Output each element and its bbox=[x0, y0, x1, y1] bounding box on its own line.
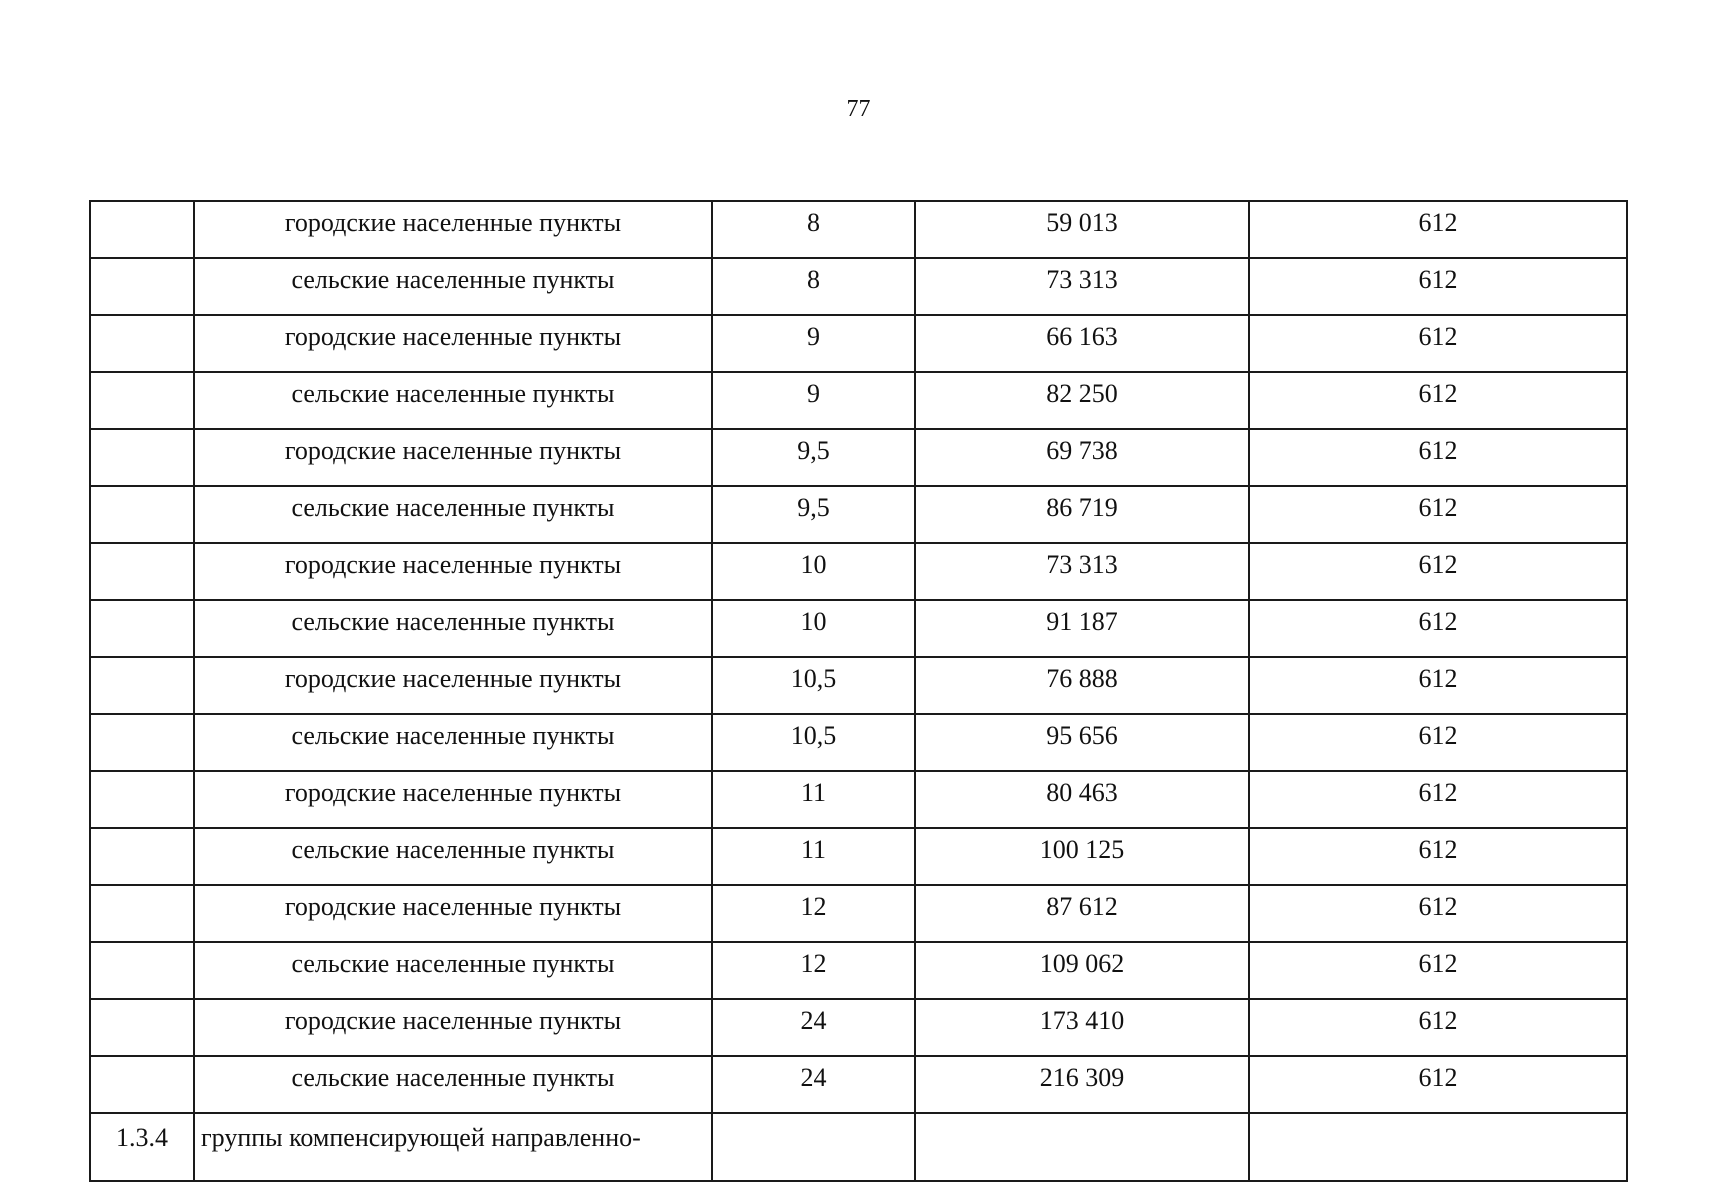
settlement-type-cell: сельские населенные пункты bbox=[194, 1056, 712, 1113]
row-number-cell bbox=[90, 258, 194, 315]
code-cell: 612 bbox=[1249, 600, 1627, 657]
hours-cell: 9,5 bbox=[712, 429, 915, 486]
hours-cell: 11 bbox=[712, 771, 915, 828]
settlement-type-cell: сельские населенные пункты bbox=[194, 600, 712, 657]
rates-table bbox=[89, 200, 1628, 1182]
settlement-type-cell: сельские населенные пункты bbox=[194, 372, 712, 429]
row-number-cell bbox=[90, 999, 194, 1056]
row-number-cell bbox=[90, 543, 194, 600]
amount-cell: 95 656 bbox=[915, 714, 1249, 771]
code-cell: 612 bbox=[1249, 885, 1627, 942]
code-cell: 612 bbox=[1249, 543, 1627, 600]
hours-cell: 12 bbox=[712, 942, 915, 999]
code-cell: 612 bbox=[1249, 714, 1627, 771]
code-cell: 612 bbox=[1249, 315, 1627, 372]
settlement-type-cell: городские населенные пункты bbox=[194, 771, 712, 828]
amount-cell: 109 062 bbox=[915, 942, 1249, 999]
settlement-type-cell: сельские населенные пункты bbox=[194, 714, 712, 771]
settlement-type-cell: городские населенные пункты bbox=[194, 999, 712, 1056]
table-row bbox=[90, 600, 1627, 657]
code-cell: 612 bbox=[1249, 372, 1627, 429]
row-number-cell bbox=[90, 771, 194, 828]
hours-cell: 9 bbox=[712, 315, 915, 372]
code-cell: 612 bbox=[1249, 771, 1627, 828]
table-row bbox=[90, 1113, 1627, 1181]
amount-cell: 69 738 bbox=[915, 429, 1249, 486]
table-row bbox=[90, 999, 1627, 1056]
code-cell: 612 bbox=[1249, 258, 1627, 315]
table-row bbox=[90, 885, 1627, 942]
code-cell: 612 bbox=[1249, 201, 1627, 258]
hours-cell: 12 bbox=[712, 885, 915, 942]
table-row bbox=[90, 429, 1627, 486]
table-row bbox=[90, 201, 1627, 258]
amount-cell: 216 309 bbox=[915, 1056, 1249, 1113]
settlement-type-cell: городские населенные пункты bbox=[194, 201, 712, 258]
amount-cell: 82 250 bbox=[915, 372, 1249, 429]
hours-cell bbox=[712, 1113, 915, 1181]
code-cell: 612 bbox=[1249, 486, 1627, 543]
settlement-type-cell: сельские населенные пункты bbox=[194, 942, 712, 999]
amount-cell: 173 410 bbox=[915, 999, 1249, 1056]
row-number-cell bbox=[90, 486, 194, 543]
row-number-cell bbox=[90, 600, 194, 657]
hours-cell: 10,5 bbox=[712, 714, 915, 771]
row-number-cell bbox=[90, 429, 194, 486]
table-row bbox=[90, 258, 1627, 315]
table-row bbox=[90, 315, 1627, 372]
code-cell: 612 bbox=[1249, 999, 1627, 1056]
amount-cell: 59 013 bbox=[915, 201, 1249, 258]
table-row bbox=[90, 1056, 1627, 1113]
settlement-type-cell: городские населенные пункты bbox=[194, 885, 712, 942]
row-number-cell bbox=[90, 657, 194, 714]
hours-cell: 10 bbox=[712, 600, 915, 657]
row-number-cell bbox=[90, 1056, 194, 1113]
table-row bbox=[90, 771, 1627, 828]
hours-cell: 24 bbox=[712, 999, 915, 1056]
table-row bbox=[90, 714, 1627, 771]
settlement-type-cell: городские населенные пункты bbox=[194, 315, 712, 372]
amount-cell bbox=[915, 1113, 1249, 1181]
settlement-type-cell: сельские населенные пункты bbox=[194, 258, 712, 315]
hours-cell: 10 bbox=[712, 543, 915, 600]
row-number-cell bbox=[90, 714, 194, 771]
amount-cell: 86 719 bbox=[915, 486, 1249, 543]
page-number: 77 bbox=[846, 96, 871, 122]
hours-cell: 8 bbox=[712, 258, 915, 315]
row-number-cell bbox=[90, 942, 194, 999]
amount-cell: 100 125 bbox=[915, 828, 1249, 885]
hours-cell: 10,5 bbox=[712, 657, 915, 714]
table-row bbox=[90, 657, 1627, 714]
group-title-cell: группы компенсирующей направленно- bbox=[194, 1113, 712, 1181]
hours-cell: 11 bbox=[712, 828, 915, 885]
settlement-type-cell: городские населенные пункты bbox=[194, 657, 712, 714]
row-number-cell bbox=[90, 201, 194, 258]
hours-cell: 24 bbox=[712, 1056, 915, 1113]
amount-cell: 80 463 bbox=[915, 771, 1249, 828]
row-number-cell bbox=[90, 315, 194, 372]
code-cell: 612 bbox=[1249, 429, 1627, 486]
hours-cell: 8 bbox=[712, 201, 915, 258]
amount-cell: 91 187 bbox=[915, 600, 1249, 657]
settlement-type-cell: городские населенные пункты bbox=[194, 543, 712, 600]
settlement-type-cell: сельские населенные пункты bbox=[194, 486, 712, 543]
code-cell: 612 bbox=[1249, 657, 1627, 714]
code-cell: 612 bbox=[1249, 1056, 1627, 1113]
amount-cell: 87 612 bbox=[915, 885, 1249, 942]
row-number-cell: 1.3.4 bbox=[90, 1113, 194, 1181]
code-cell bbox=[1249, 1113, 1627, 1181]
amount-cell: 73 313 bbox=[915, 543, 1249, 600]
table-row bbox=[90, 543, 1627, 600]
hours-cell: 9 bbox=[712, 372, 915, 429]
table-row bbox=[90, 372, 1627, 429]
amount-cell: 76 888 bbox=[915, 657, 1249, 714]
table-row bbox=[90, 942, 1627, 999]
row-number-cell bbox=[90, 885, 194, 942]
amount-cell: 66 163 bbox=[915, 315, 1249, 372]
code-cell: 612 bbox=[1249, 828, 1627, 885]
code-cell: 612 bbox=[1249, 942, 1627, 999]
settlement-type-cell: сельские населенные пункты bbox=[194, 828, 712, 885]
table-row bbox=[90, 486, 1627, 543]
amount-cell: 73 313 bbox=[915, 258, 1249, 315]
hours-cell: 9,5 bbox=[712, 486, 915, 543]
settlement-type-cell: городские населенные пункты bbox=[194, 429, 712, 486]
row-number-cell bbox=[90, 372, 194, 429]
table-row bbox=[90, 828, 1627, 885]
row-number-cell bbox=[90, 828, 194, 885]
